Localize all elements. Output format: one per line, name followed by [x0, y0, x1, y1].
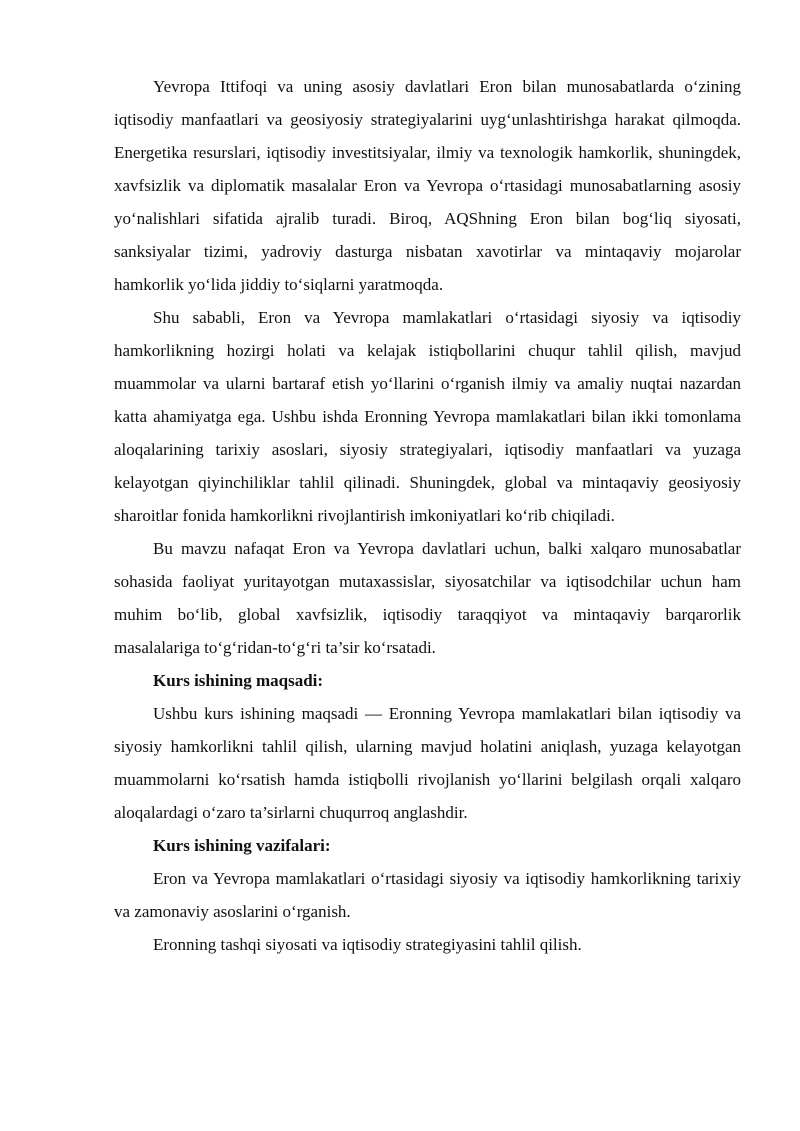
document-page	[114, 70, 741, 961]
task-item-1: Eron va Yevropa mamlakatlari o‘rtasidagi siyosiy va iqtisodiy hamkorlikning tarixiy va zamonaviy asoslarini o‘rganish.	[114, 869, 741, 921]
task-item-2: Eronning tashqi siyosati va iqtisodiy strategiyasini tahlil qilish.	[153, 935, 582, 954]
intro-paragraph-3: Bu mavzu nafaqat Eron va Yevropa davlatlari uchun, balki xalqaro munosabatlar sohasida faoliyat yuritayotgan mutaxassislar, siyosatchilar va iqtisodchilar uchun ham muhim bo‘lib, global xavfsizlik, iqtisodiy taraqqiyot va mintaqaviy barqarorlik masalalariga to‘g‘ridan-to‘g‘ri ta’sir ko‘rsatadi.	[114, 539, 741, 657]
intro-paragraph-2: Shu sababli, Eron va Yevropa mamlakatlari o‘rtasidagi siyosiy va iqtisodiy hamkorlikning hozirgi holati va kelajak istiqbollarini chuqur tahlil qilish, mavjud muammolar va ularni bartaraf etish yo‘llarini o‘rganish ilmiy va amaliy nuqtai nazardan katta ahamiyatga ega. Ushbu ishda Eronning Yevropa mamlakatlari bilan ikki tomonlama aloqalarining tarixiy asoslari, siyosiy strategiyalari, iqtisodiy manfaatlari va yuzaga kelayotgan qiyinchiliklar tahlil qilinadi. Shuningdek, global va mintaqaviy geosiyosiy sharoitlar fonida hamkorlikni rivojlantirish imkoniyatlari ko‘rib chiqiladi.	[114, 308, 741, 525]
aim-heading: Kurs ishining maqsadi:	[153, 671, 324, 690]
intro-paragraph-1: Yevropa Ittifoqi va uning asosiy davlatlari Eron bilan munosabatlarda o‘zining iqtisodiy manfaatlari va geosiyosiy strategiyalarini uyg‘unlashtirishga harakat qilmoqda. Energetika resurslari, iqtisodiy investitsiyalar, ilmiy va texnologik hamkorlik, shuningdek, xavfsizlik va diplomatik masalalar Eron va Yevropa o‘rtasidagi munosabatlarning asosiy yo‘nalishlari sifatida ajralib turadi. Biroq, AQShning Eron bilan bog‘liq siyosati, sanksiyalar tizimi, yadroviy dasturga nisbatan xavotirlar va mintaqaviy mojarolar hamkorlik yo‘lida jiddiy to‘siqlarni yaratmoqda.	[114, 77, 741, 294]
tasks-heading: Kurs ishining vazifalari:	[153, 836, 331, 855]
aim-paragraph: Ushbu kurs ishining maqsadi — Eronning Yevropa mamlakatlari bilan iqtisodiy va siyosiy hamkorlikni tahlil qilish, ularning mavjud holatini aniqlash, yuzaga kelayotgan muammolarni ko‘rsatish hamda istiqbolli rivojlanish yo‘llarini belgilash orqali xalqaro aloqalardagi o‘zaro ta’sirlarni chuqurroq anglashdir.	[114, 704, 741, 822]
